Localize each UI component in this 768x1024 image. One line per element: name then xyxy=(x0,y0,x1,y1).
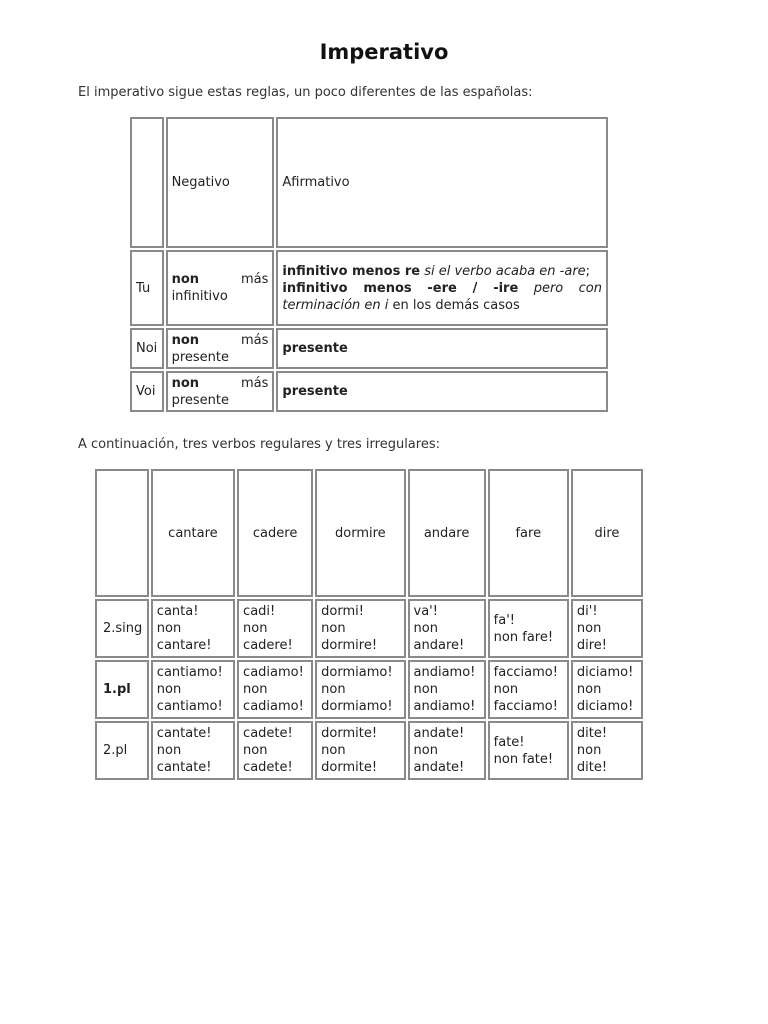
noi-negative-rest: presente xyxy=(171,349,229,365)
conjugation-cell xyxy=(571,599,643,658)
aff-bold-2: infinitivo menos -ere / -ire xyxy=(282,280,519,296)
conjugation-cell xyxy=(237,599,313,658)
conjugation-line: cantiamo! xyxy=(156,665,223,680)
conjugation-line: cadete! xyxy=(243,760,293,775)
conjugation-line: non fare! xyxy=(493,629,554,645)
page-title: Imperativo xyxy=(319,40,449,64)
person-label: 2.pl xyxy=(95,721,149,780)
rules-table xyxy=(128,115,610,414)
person-voi: Voi xyxy=(130,371,164,412)
non-word: non xyxy=(171,272,200,287)
verb-header: dire xyxy=(571,469,643,597)
conjugation-line: facciamo! xyxy=(493,665,558,680)
verb-row xyxy=(95,660,643,719)
conjugation-line: andiamo! xyxy=(413,699,476,714)
conjugation-line: cantare! xyxy=(156,638,212,653)
conjugation-cell xyxy=(488,660,569,719)
conjugation-cell xyxy=(408,660,486,719)
mas-word: más xyxy=(240,272,269,287)
conjugation-line: non xyxy=(413,743,438,758)
conjugation-cell xyxy=(571,721,643,780)
conjugation-line: non xyxy=(576,621,602,636)
conjugation-line: andate! xyxy=(413,760,465,775)
rules-row-noi xyxy=(130,328,608,369)
corner-cell xyxy=(95,469,149,597)
noi-negative xyxy=(166,328,275,369)
conjugation-line: cadere! xyxy=(243,638,293,653)
conjugation-line: non xyxy=(156,743,182,758)
conjugation-cell xyxy=(315,660,405,719)
conjugation-line: non xyxy=(321,621,346,636)
conjugation-line: non xyxy=(321,682,346,697)
conjugation-line: dormiamo! xyxy=(321,665,393,680)
verbs-header-row xyxy=(95,469,643,597)
conjugation-line: cadete! xyxy=(243,726,293,741)
tu-negative-rest: infinitivo xyxy=(171,289,228,304)
conjugation-line: non fate! xyxy=(493,751,554,767)
conjugation-line: non xyxy=(413,682,438,697)
voi-negative-rest: presente xyxy=(171,392,229,408)
rules-row-tu xyxy=(130,250,608,326)
aff-presente: presente xyxy=(282,384,348,399)
aff-presente: presente xyxy=(282,341,348,356)
mas-word: más xyxy=(240,375,269,391)
person-tu: Tu xyxy=(130,250,164,326)
tu-affirmative xyxy=(276,250,608,326)
conjugation-line: canta! xyxy=(156,604,199,619)
person-label: 1.pl xyxy=(95,660,149,719)
conjugation-line: andare! xyxy=(413,638,465,653)
verb-rows xyxy=(95,599,643,780)
conjugation-cell xyxy=(151,660,235,719)
aff-italic-2: pero con terminación en i xyxy=(282,280,603,313)
conjugation-line: non xyxy=(243,621,268,636)
conjugation-cell xyxy=(408,721,486,780)
conjugation-line: non xyxy=(413,621,438,636)
conjugation-line: non xyxy=(243,682,268,697)
conjugation-line: di'! xyxy=(576,604,598,619)
conjugation-cell xyxy=(237,721,313,780)
conjugation-line: cantate! xyxy=(156,760,212,775)
conjugation-line: dite! xyxy=(576,726,608,741)
conjugation-cell xyxy=(151,721,235,780)
conjugation-line: dormite! xyxy=(321,726,378,741)
conjugation-line: fate! xyxy=(493,734,525,750)
conjugation-line: non xyxy=(156,621,182,636)
conjugation-line: non xyxy=(156,682,182,697)
non-word: non xyxy=(171,332,200,348)
noi-affirmative xyxy=(276,328,608,369)
conjugation-line: dormire! xyxy=(321,638,378,653)
rules-row-voi xyxy=(130,371,608,412)
verb-header: andare xyxy=(408,469,486,597)
conjugation-line: va'! xyxy=(413,604,438,619)
non-word: non xyxy=(171,375,200,391)
conjugation-cell xyxy=(408,599,486,658)
conjugation-line: facciamo! xyxy=(493,699,558,714)
voi-affirmative xyxy=(276,371,608,412)
aff-tail: en los demás casos xyxy=(388,297,520,313)
conjugation-line: non xyxy=(321,743,346,758)
conjugation-cell xyxy=(315,599,405,658)
mas-word: más xyxy=(240,332,269,348)
conjugation-line: non xyxy=(576,682,602,697)
verb-header: fare xyxy=(488,469,569,597)
conjugation-line: dire! xyxy=(576,638,608,653)
conjugation-line: dormi! xyxy=(321,604,364,619)
conjugation-line: diciamo! xyxy=(576,665,634,680)
conjugation-line: dormite! xyxy=(321,760,378,775)
conjugation-line: non xyxy=(576,743,602,758)
conjugation-line: dite! xyxy=(576,760,608,775)
aff-sep: ; xyxy=(585,263,591,279)
conjugation-line: cantate! xyxy=(156,726,212,741)
aff-bold-1: infinitivo menos re xyxy=(282,263,421,279)
aff-italic-1: si el verbo acaba en -are xyxy=(420,263,586,279)
verbs-intro: A continuación, tres verbos regulares y tres irregulares: xyxy=(78,437,440,452)
conjugation-line: non xyxy=(493,682,519,697)
person-label: 2.sing xyxy=(95,599,149,658)
corner-cell xyxy=(130,117,164,248)
conjugation-line: non xyxy=(243,743,268,758)
voi-negative xyxy=(166,371,275,412)
person-noi: Noi xyxy=(130,328,164,369)
verb-header: dormire xyxy=(315,469,405,597)
rules-intro: El imperativo sigue estas reglas, un poco diferentes de las españolas: xyxy=(78,85,533,100)
rules-header-row xyxy=(130,117,608,248)
conjugation-cell xyxy=(488,599,569,658)
verb-row xyxy=(95,721,643,780)
conjugation-line: cadiamo! xyxy=(243,699,304,714)
verbs-table xyxy=(93,467,645,782)
conjugation-line: cadiamo! xyxy=(243,665,304,680)
conjugation-line: dormiamo! xyxy=(321,699,393,714)
conjugation-line: fa'! xyxy=(493,612,515,628)
verb-header: cantare xyxy=(151,469,235,597)
tu-negative xyxy=(166,250,275,326)
conjugation-cell xyxy=(315,721,405,780)
verb-row xyxy=(95,599,643,658)
header-negative: Negativo xyxy=(166,117,275,248)
conjugation-cell xyxy=(237,660,313,719)
conjugation-cell xyxy=(488,721,569,780)
conjugation-cell xyxy=(151,599,235,658)
header-affirmative: Afirmativo xyxy=(276,117,608,248)
conjugation-line: cantiamo! xyxy=(156,699,223,714)
verb-header: cadere xyxy=(237,469,313,597)
conjugation-cell xyxy=(571,660,643,719)
conjugation-line: cadi! xyxy=(243,604,276,619)
conjugation-line: andate! xyxy=(413,726,465,741)
conjugation-line: andiamo! xyxy=(413,665,476,680)
conjugation-line: diciamo! xyxy=(576,699,634,714)
